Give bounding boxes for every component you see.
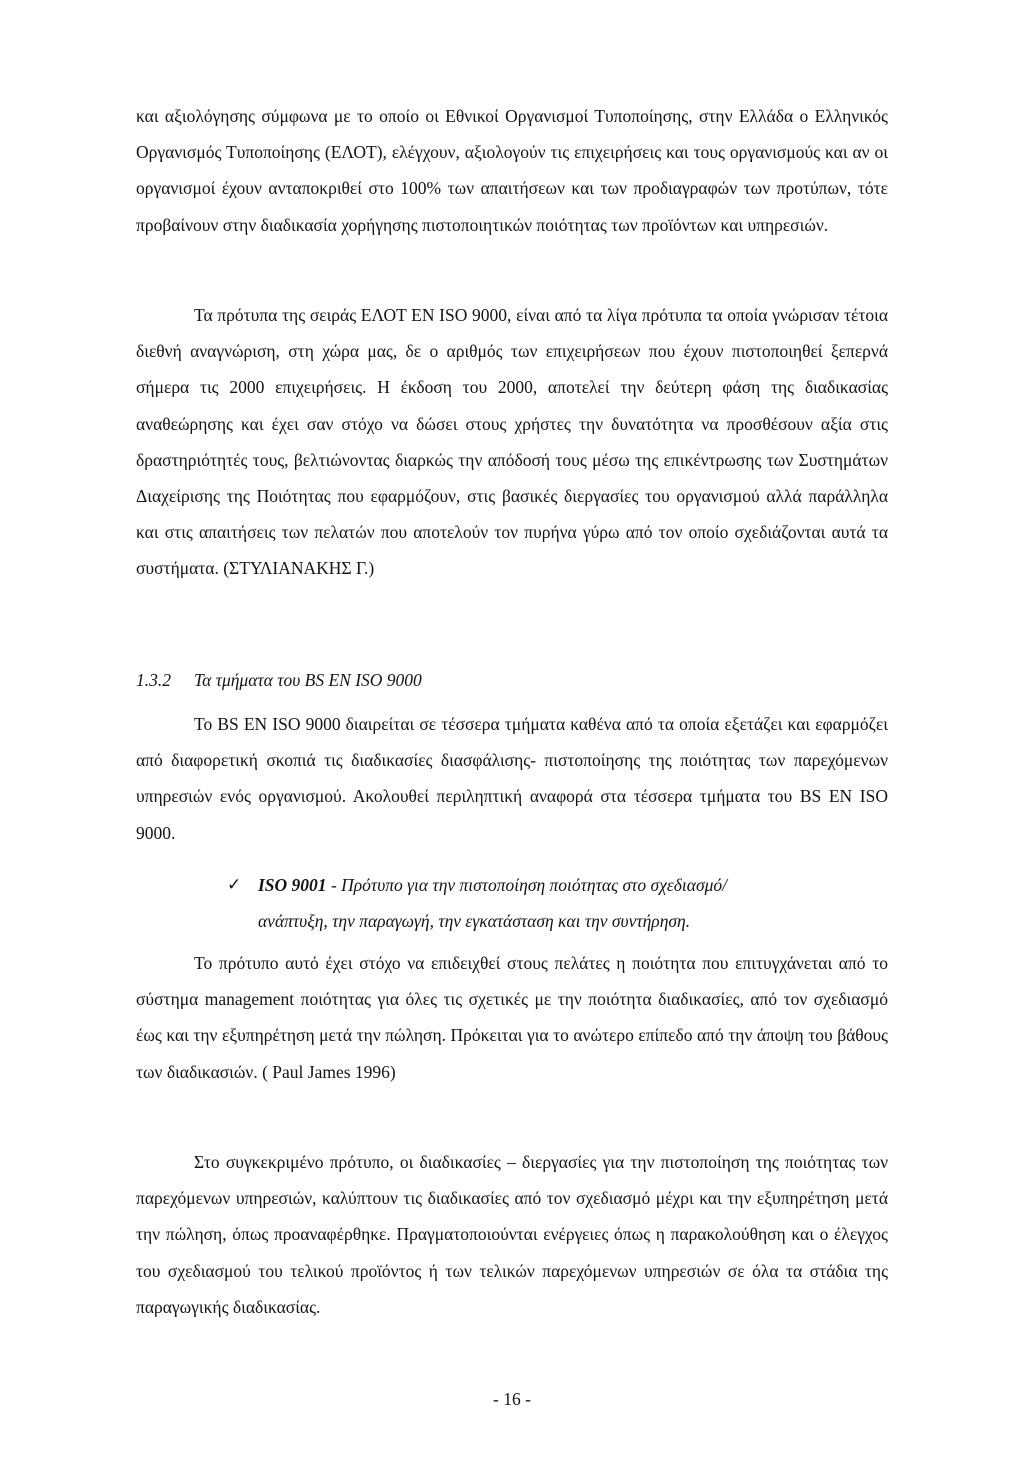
bullet-code: ISO 9001 <box>258 875 327 895</box>
paragraph-iso-9001-processes: Στο συγκεκριμένο πρότυπο, οι διαδικασίες – διεργασίες για την πιστοποίηση της ποιότητας των παρεχόμενων υπηρεσιών, καλύπτουν τις διαδικασίες από τον σχεδιασμό μέχρι και την εξυπηρέτηση μετά την πώληση, όπως προαναφέρθηκε. Πραγματοποιούνται ενέργειες όπως η παρακολούθηση και ο έλεγχος του σχεδιασμού του τελικού προϊόντος ή των τελικών παρεχόμενων υπηρεσιών σε όλα τα στάδια της παραγωγικής διαδικασίας. <box>136 1152 888 1317</box>
section-number: 1.3.2 <box>136 670 171 690</box>
checkmark-icon: ✓ <box>227 875 242 895</box>
section-title: Τα τμήματα του BS EN ISO 9000 <box>194 670 422 690</box>
paragraph-continuation: και αξιολόγησης σύμφωνα με το οποίο οι Εθνικοί Οργανισμοί Τυποποίησης, στην Ελλάδα ο Ελληνικός Οργανισμός Τυποποίησης (ΕΛΟΤ), ελέγχουν, αξιολογούν τις επιχειρήσεις και τους οργανισμούς και αν οι οργανισμοί έχουν ανταποκριθεί στο 100% των απαιτήσεων και των προδιαγραφών των προτύπων, τότε προβαίνουν στην διαδικασία χορήγησης πιστοποιητικών ποιότητας των προϊόντων και υπηρεσιών. <box>136 106 888 235</box>
section-heading <box>136 662 422 698</box>
bullet-text-line-2: ανάπτυξη, την παραγωγή, την εγκατάσταση και την συντήρηση. <box>258 911 691 932</box>
bullet-text-line-1: Πρότυπο για την πιστοποίηση ποιότητας στο σχεδιασμό/ <box>341 875 727 895</box>
paragraph-bs-en-iso-intro: Το BS EN ISO 9000 διαιρείται σε τέσσερα τμήματα καθένα από τα οποία εξετάζει και εφαρμόζει από διαφορετική σκοπιά τις διαδικασίες διασφάλισης- πιστοποίησης της ποιότητας των παρεχόμενων υπηρεσιών ενός οργανισμού. Ακολουθεί περιληπτική αναφορά στα τέσσερα τμήματα του BS EN ISO 9000. <box>136 714 888 843</box>
paragraph-iso-9001-description: Το πρότυπο αυτό έχει στόχο να επιδειχθεί στους πελάτες η ποιότητα που επιτυγχάνεται από το σύστημα management ποιότητας για όλες τις σχετικές με την ποιότητα διαδικασίες, από τον σχεδιασμό έως και την εξυπηρέτηση μετά την πώληση. Πρόκειται για το ανώτερο επίπεδο από την άποψη του βάθους των διαδικασιών. ( Paul James 1996) <box>136 953 888 1082</box>
paragraph-elot-standards: Τα πρότυπα της σειράς ΕΛΟΤ ΕΝ ISO 9000, είναι από τα λίγα πρότυπα τα οποία γνώρισαν τέτοια διεθνή αναγνώριση, στη χώρα μας, δε ο αριθμός των επιχειρήσεων που έχουν πιστοποιηθεί ξεπερνά σήμερα τις 2000 επιχειρήσεις. Η έκδοση του 2000, αποτελεί την δεύτερη φάση της διαδικασίας αναθεώρησης και έχει σαν στόχο να δώσει στους χρήστες την δυνατότητα να προσθέσουν αξία στις δραστηριότητές τους, βελτιώνοντας διαρκώς την απόδοσή τους μέσω της επικέντρωσης των Συστημάτων Διαχείρισης της Ποιότητας που εφαρμόζουν, στις βασικές διεργασίες του οργανισμού αλλά παράλληλα και στις απαιτήσεις των πελατών που αποτελούν τον πυρήνα γύρω από τον οποίο σχεδιάζονται αυτά τα συστήματα. (ΣΤΥΛΙΑΝΑΚΗΣ Γ.) <box>136 305 888 579</box>
bullet-separator: - <box>330 875 337 895</box>
bullet-iso-9001 <box>212 867 888 939</box>
page-number: - 16 - <box>493 1389 531 1409</box>
bullet-line-1 <box>212 867 888 903</box>
